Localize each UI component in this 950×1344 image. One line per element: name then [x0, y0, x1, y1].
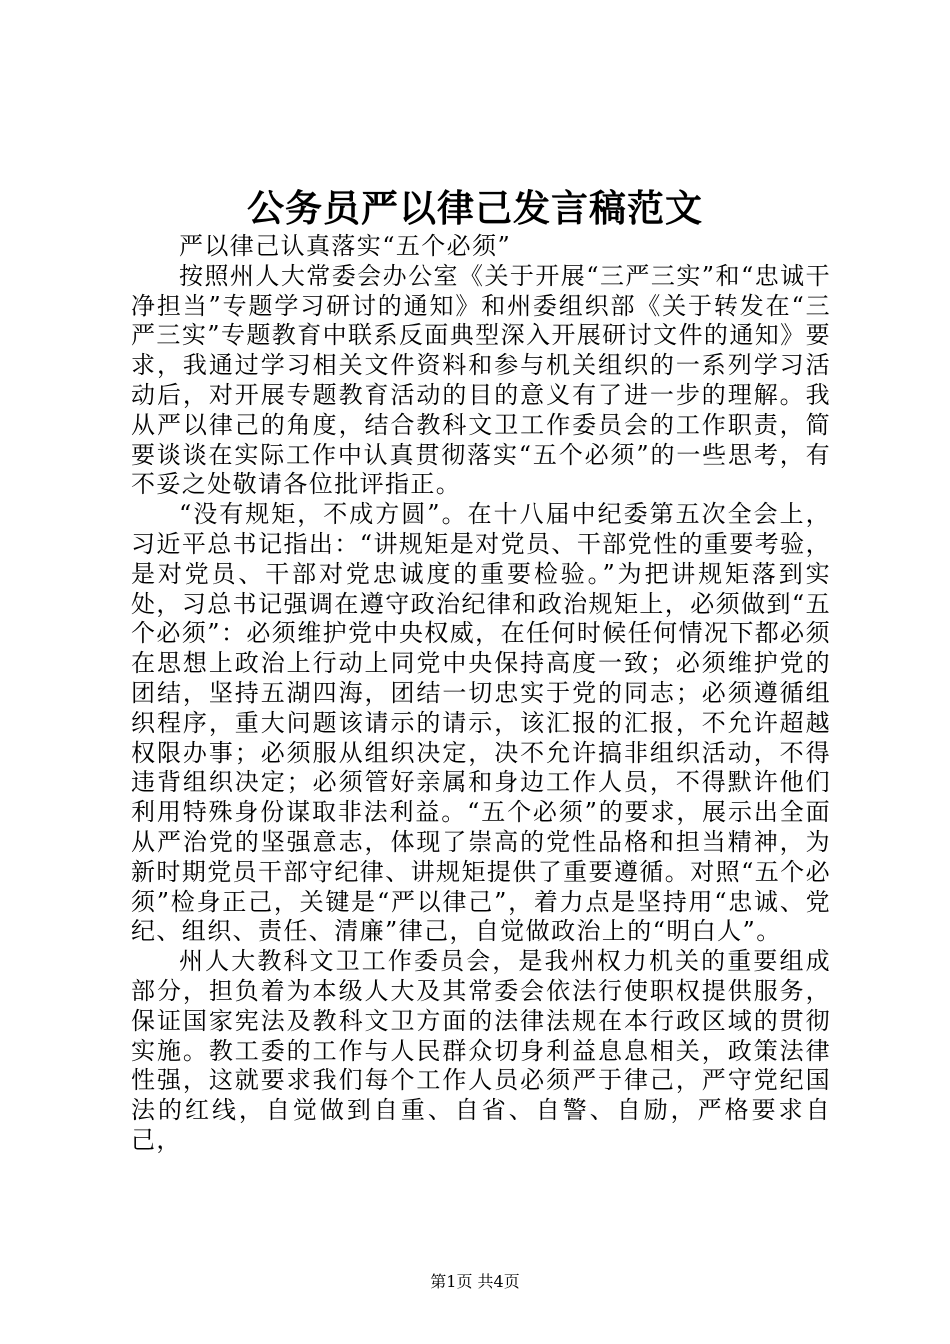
subtitle-paragraph: 严以律己认真落实“五个必须” [179, 232, 512, 260]
document-title: 公务员严以律己发言稿范文 [247, 186, 703, 230]
page-footer: 第1页 共4页 [430, 1272, 520, 1291]
body-paragraph-3: 州人大教科文卫工作委员会，是我州权力机关的重要组成部分，担负着为本级人大及其常委会依法行使职权提供服务，保证国家宪法及教科文卫方面的法律法规在本行政区域的贯彻实施。教工委的工作与人民群众切身利益息息相关，政策法律性强，这就要求我们每个工作人员必须严于律己，严守党纪国法的红线，自觉做到自重、自省、自警、自励，严格要求自己， [131, 947, 831, 1154]
body-paragraph-1: 按照州人大常委会办公室《关于开展“三严三实”和“忠诚干净担当”专题学习研讨的通知》和州委组织部《关于转发在“三严三实”专题教育中联系反面典型深入开展研讨文件的通知》要求，我通过学习相关文件资料和参与机关组织的一系列学习活动后，对开展专题教育活动的目的意义有了进一步的理解。我从严以律己的角度，结合教科文卫工作委员会的工作职责，简要谈谈在实际工作中认真贯彻落实“五个必须”的一些思考，有不妥之处敬请各位批评指正。 [131, 261, 831, 499]
document-body [131, 232, 831, 1156]
body-paragraph-2: “没有规矩，不成方圆”。在十八届中纪委第五次全会上，习近平总书记指出：“讲规矩是对党员、干部党性的重要考验，是对党员、干部对党忠诚度的重要检验。”为把讲规矩落到实处，习总书记强调在遵守政治纪律和政治规矩上，必须做到“五个必须”：必须维护党中央权威，在任何时候任何情况下都必须在思想上政治上行动上同党中央保持高度一致；必须维护党的团结，坚持五湖四海，团结一切忠实于党的同志；必须遵循组织程序，重大问题该请示的请示，该汇报的汇报，不允许超越权限办事；必须服从组织决定，决不允许搞非组织活动，不得违背组织决定；必须管好亲属和身边工作人员，不得默许他们利用特殊身份谋取非法利益。“五个必须”的要求，展示出全面从严治党的坚强意志，体现了崇高的党性品格和担当精神，为新时期党员干部守纪律、讲规矩提供了重要遵循。对照“五个必须”检身正己，关键是“严以律己”，着力点是坚持用“忠诚、党纪、组织、责任、清廉”律己，自觉做政治上的“明白人”。 [131, 500, 831, 946]
